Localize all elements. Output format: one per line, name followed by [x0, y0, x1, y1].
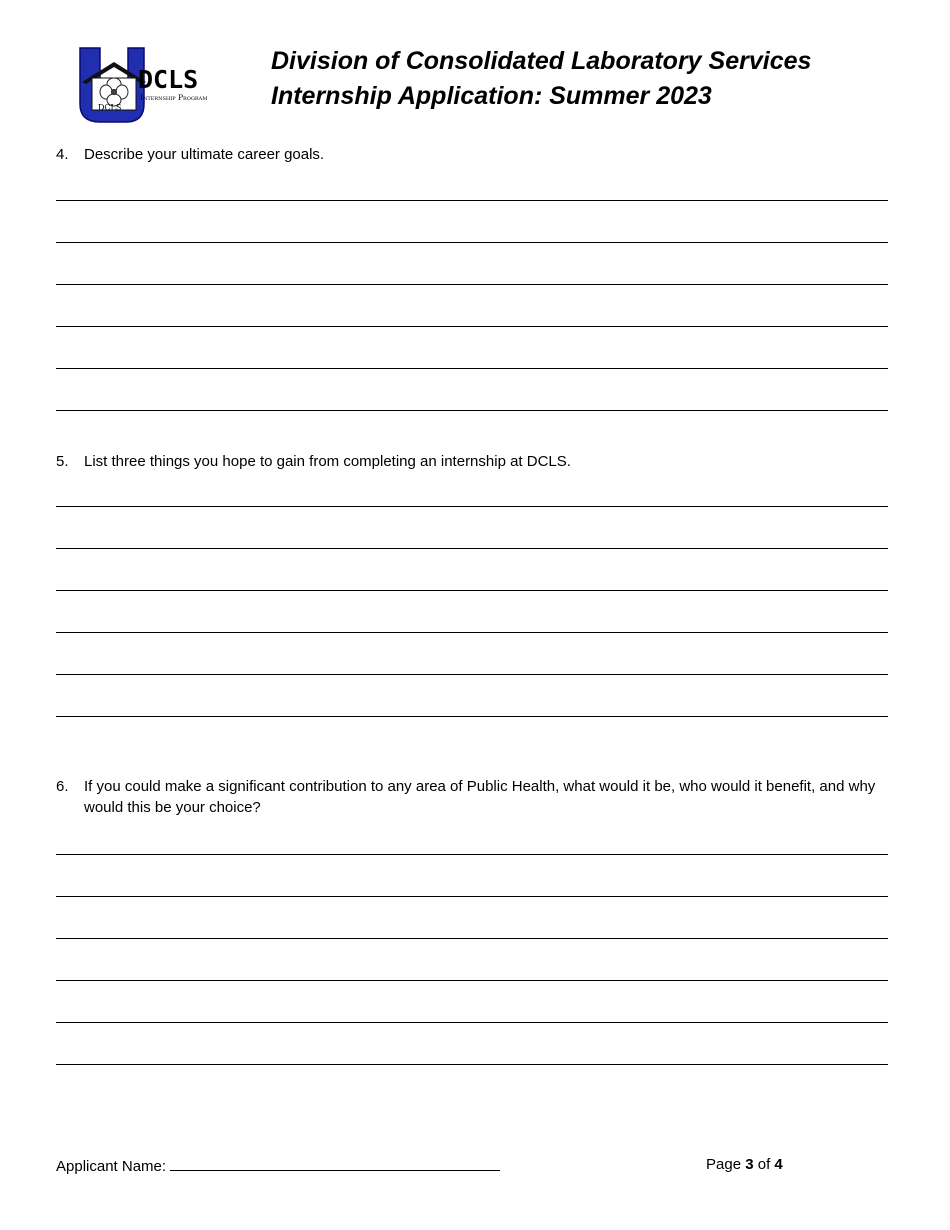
answer-line-q5-5[interactable] [56, 674, 888, 675]
answer-line-q6-3[interactable] [56, 938, 888, 939]
dcls-u-logo-icon [78, 46, 220, 124]
answer-line-q6-1[interactable] [56, 854, 888, 855]
page-of: of [757, 1156, 771, 1173]
page-prefix: Page [706, 1156, 742, 1173]
question-6 [56, 776, 896, 818]
question-number: 6. [56, 778, 69, 795]
answer-line-q6-4[interactable] [56, 980, 888, 981]
answer-line-q4-1[interactable] [56, 200, 888, 201]
page-title [271, 44, 811, 114]
answer-line-q5-1[interactable] [56, 506, 888, 507]
title-line-1: Division of Consolidated Laboratory Services [271, 47, 812, 75]
question-4 [56, 144, 896, 165]
question-text: List three things you hope to gain from completing an internship at DCLS. [84, 453, 571, 470]
applicant-name-label: Applicant Name: [56, 1158, 167, 1175]
question-number: 4. [56, 146, 69, 163]
page-current: 3 [745, 1156, 754, 1173]
title-line-2: Internship Application: Summer 2023 [271, 82, 712, 110]
answer-line-q5-6[interactable] [56, 716, 888, 717]
page-number [706, 1155, 783, 1175]
question-5 [56, 451, 896, 472]
answer-line-q5-2[interactable] [56, 548, 888, 549]
answer-line-q6-5[interactable] [56, 1022, 888, 1023]
answer-line-q4-5[interactable] [56, 368, 888, 369]
answer-line-q5-4[interactable] [56, 632, 888, 633]
answer-line-q4-2[interactable] [56, 242, 888, 243]
answer-line-q5-3[interactable] [56, 590, 888, 591]
logo-brand-text: DCLS [138, 65, 199, 94]
answer-line-q6-6[interactable] [56, 1064, 888, 1065]
answer-line-q4-3[interactable] [56, 284, 888, 285]
applicant-name-field[interactable] [170, 1155, 500, 1171]
question-number: 5. [56, 453, 69, 470]
applicant-name-row [56, 1155, 500, 1177]
logo-badge-text: DCLS [98, 103, 122, 112]
answer-line-q4-6[interactable] [56, 410, 888, 411]
question-text: If you could make a significant contribution to any area of Public Health, what would it be, who would it benefit, and why would this be your choice? [84, 778, 876, 816]
answer-line-q6-2[interactable] [56, 896, 888, 897]
question-text: Describe your ultimate career goals. [84, 146, 325, 163]
answer-line-q4-4[interactable] [56, 326, 888, 327]
logo-program-text: Internship Program [140, 93, 208, 102]
dcls-logo [78, 46, 220, 124]
page-total: 4 [774, 1156, 783, 1173]
